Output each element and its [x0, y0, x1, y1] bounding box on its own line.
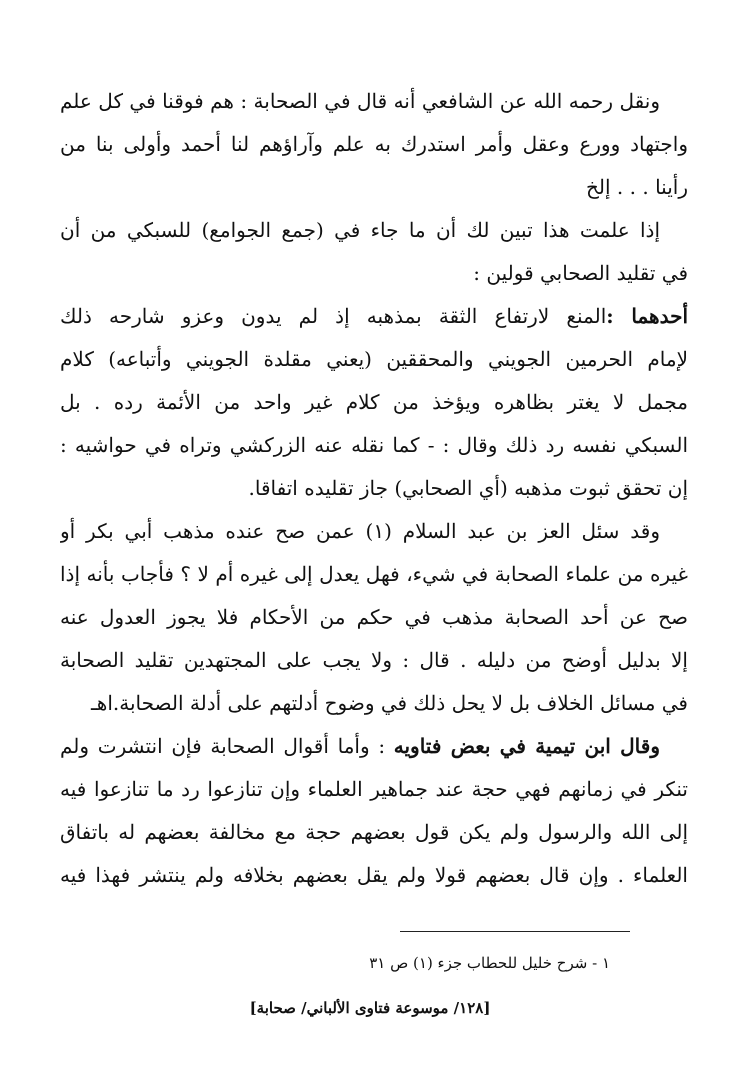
text-line — [60, 295, 688, 338]
text-line: السبكي نفسه رد ذلك وقال : - كما نقله عنه الزركشي وتراه في حواشيه : — [60, 433, 688, 457]
page-footer: [١٢٨/ موسوعة فتاوى الألباني/ صحابة] — [249, 999, 491, 1017]
text-line: إن تحقق ثبوت مذهبه (أي الصحابي) جاز تقليده اتفاقا. — [248, 476, 688, 500]
text-line: العلماء . وإن قال بعضهم قولا ولم يقل بعضهم بخلافه ولم ينتشر فهذا فيه — [60, 863, 688, 887]
main-text — [60, 80, 688, 897]
text-span: المنع لارتفاع الثقة بمذهبه إذ لم يدون وعزو شارحه ذلك — [60, 304, 607, 328]
bold-lead: أحدهما : — [606, 304, 688, 328]
text-line: في تقليد الصحابي قولين : — [473, 261, 688, 285]
text-line: لإمام الحرمين الجويني والمحققين (يعني مقلدة الجويني وأتباعه) كلام — [60, 347, 688, 371]
bold-lead: وقال ابن تيمية في بعض فتاويه — [393, 734, 660, 758]
text-line: إلى الله والرسول ولم يكن قول بعضهم حجة مع مخالفة بعضهم له باتفاق — [60, 820, 688, 844]
text-line: وقد سئل العز بن عبد السلام (١) عمن صح عنده مذهب أبي بكر أو — [60, 519, 660, 543]
text-line: رأينا . . . إلخ — [586, 175, 688, 199]
text-line — [60, 725, 688, 768]
footnote: ١ - شرح خليل للحطاب جزء (١) ص ٣١ — [369, 954, 610, 972]
text-line: تنكر في زمانهم فهي حجة عند جماهير العلماء وإن تنازعوا رد ما تنازعوا فيه — [60, 777, 688, 801]
text-line: مجمل لا يغتر بظاهره ويؤخذ من كلام غير واحد من الأئمة رده . بل — [60, 390, 688, 414]
text-line: إذا علمت هذا تبين لك أن ما جاء في (جمع الجوامع) للسبكي من أن — [60, 218, 660, 242]
text-line: في مسائل الخلاف بل لا يحل ذلك في وضوح أدلتهم على أدلة الصحابة.اهـ — [90, 691, 688, 715]
text-line: صح عن أحد الصحابة مذهب في حكم من الأحكام فلا يجوز العدول عنه — [60, 605, 688, 629]
text-line: غيره من علماء الصحابة في شيء، فهل يعدل إلى غيره أم لا ؟ فأجاب بأنه إذا — [60, 562, 688, 586]
text-line: ونقل رحمه الله عن الشافعي أنه قال في الصحابة : هم فوقنا في كل علم — [60, 89, 660, 113]
text-span: : وأما أقوال الصحابة فإن انتشرت ولم — [60, 734, 386, 758]
footnote-separator — [400, 931, 630, 932]
text-line: إلا بدليل أوضح من دليله . قال : ولا يجب على المجتهدين تقليد الصحابة — [60, 648, 688, 672]
text-line: واجتهاد وورع وعقل وأمر استدرك به علم وآراؤهم لنا أحمد وأولى بنا من — [60, 132, 688, 156]
